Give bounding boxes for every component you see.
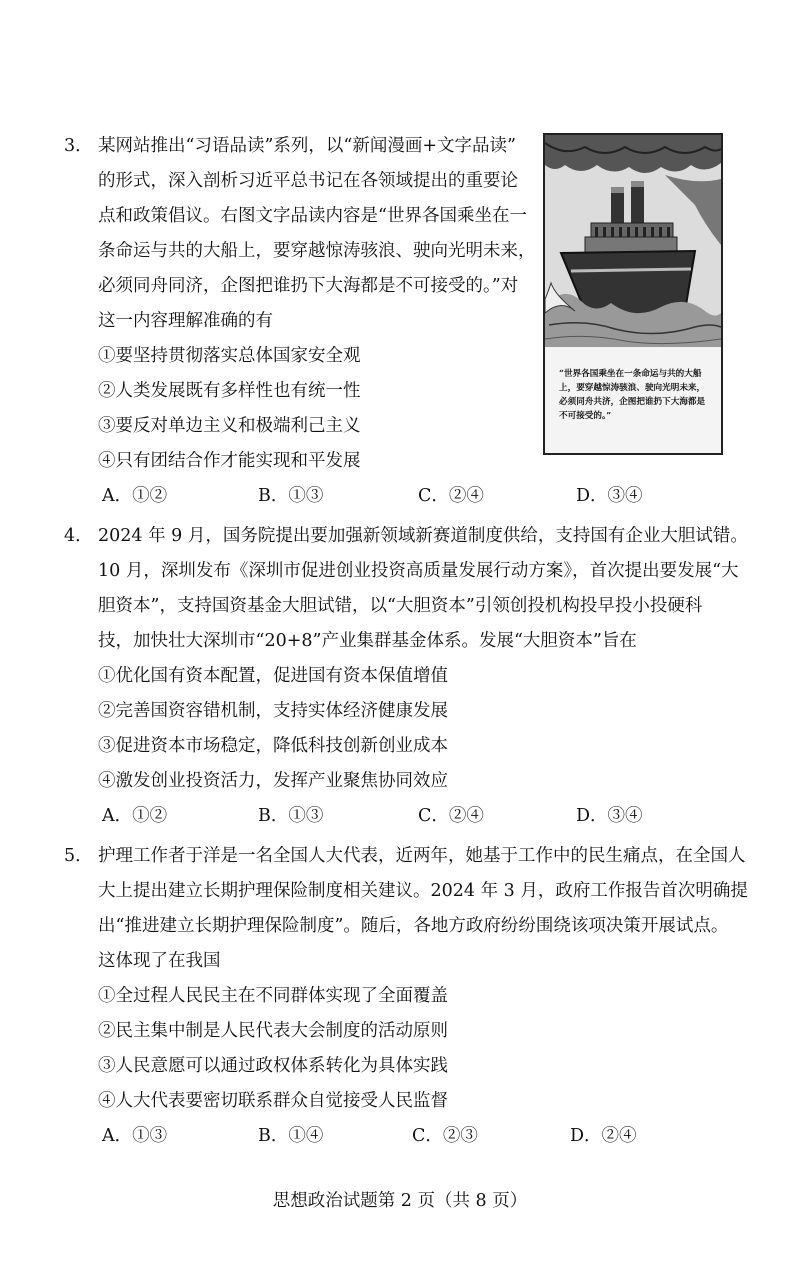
statement-1: ①全过程人民民主在不同群体实现了全面覆盖 [98, 986, 448, 1006]
question-stem-line: 这体现了在我国 [98, 951, 221, 971]
question-stem-line: 的形式，深入剖析习近平总书记在各领域提出的重要论 [98, 171, 518, 191]
question-stem-line: 某网站推出“习语品读”系列，以“新闻漫画+文字品读” [98, 136, 516, 156]
statement-3: ③要反对单边主义和极端利己主义 [98, 416, 361, 436]
question-stem-line: 技，加快壮大深圳市“20+8”产业集群基金体系。发展“大胆资本”旨在 [98, 631, 637, 651]
question-stem-line: 护理工作者于洋是一名全国人大代表，近两年，她基于工作中的民生痛点，在全国人 [98, 846, 746, 866]
question-number: 5． [64, 846, 93, 866]
answer-options [64, 799, 744, 834]
option-d[interactable]: D．②④ [570, 1126, 637, 1146]
question-stem-line: 胆资本”，支持国资基金大胆试错，以“大胆资本”引领创投机构投早投小投硬科 [98, 596, 703, 616]
question-number: 4． [64, 526, 93, 546]
statement-2: ②完善国资容错机制，支持实体经济健康发展 [98, 701, 448, 721]
statement-3: ③人民意愿可以通过政权体系转化为具体实践 [98, 1056, 448, 1076]
question-stem-line: 这一内容理解准确的有 [98, 311, 273, 331]
option-d[interactable]: D．③④ [576, 486, 643, 506]
question-stem-line: 2024 年 9 月，国务院提出要加强新领域新赛道制度供给，支持国有企业大胆试错。 [98, 526, 748, 546]
statement-4: ④人大代表要密切联系群众自觉接受人民监督 [98, 1091, 448, 1111]
question-stem-line: 必须同舟同济，企图把谁扔下大海都是不可接受的。”对 [98, 276, 519, 296]
statement-1: ①要坚持贯彻落实总体国家安全观 [98, 346, 361, 366]
question-number: 3． [64, 136, 93, 156]
answer-options [64, 1119, 744, 1154]
page-footer: 思想政治试题第 2 页（共 8 页） [272, 1191, 528, 1211]
question-5 [64, 839, 748, 1154]
statement-2: ②人类发展既有多样性也有统一性 [98, 381, 361, 401]
option-b[interactable]: B．①③ [258, 806, 324, 826]
option-a[interactable]: A．①③ [102, 1126, 168, 1146]
question-stem-line: 条命运与共的大船上，要穿越惊涛骇浪、驶向光明未来， [98, 241, 536, 261]
cartoon-caption: “世界各国乘坐在一条命运与共的大船上，要穿越惊涛骇浪、驶向光明未来，必须同舟共济，企图把谁扔下大海都是不可接受的。” [559, 369, 706, 421]
option-b[interactable]: B．①③ [258, 486, 324, 506]
question-stem-line: 点和政策倡议。右图文字品读内容是“世界各国乘坐在一 [98, 206, 527, 226]
statement-3: ③促进资本市场稳定，降低科技创新创业成本 [98, 736, 448, 756]
option-c[interactable]: C．②④ [418, 486, 484, 506]
question-stem-line: 出“推进建立长期护理保险制度”。随后，各地方政府纷纷围绕该项决策开展试点。 [98, 916, 729, 936]
option-a[interactable]: A．①② [102, 806, 168, 826]
option-d[interactable]: D．③④ [576, 806, 643, 826]
option-c[interactable]: C．②③ [412, 1126, 478, 1146]
statement-1: ①优化国有资本配置，促进国有资本保值增值 [98, 666, 448, 686]
question-stem-line: 大上提出建立长期护理保险制度相关建议。2024 年 3 月，政府工作报告首次明确提 [98, 881, 748, 901]
option-a[interactable]: A．①② [102, 486, 168, 506]
option-b[interactable]: B．①④ [258, 1126, 324, 1146]
statement-4: ④激发创业投资活力，发挥产业聚焦协同效应 [98, 771, 448, 791]
statement-2: ②民主集中制是人民代表大会制度的活动原则 [98, 1021, 448, 1041]
question-4 [64, 519, 748, 834]
statement-4: ④只有团结合作才能实现和平发展 [98, 451, 361, 471]
question-stem-line: 10 月，深圳发布《深圳市促进创业投资高质量发展行动方案》，首次提出要发展“大 [98, 561, 739, 581]
answer-options [64, 479, 744, 514]
option-c[interactable]: C．②④ [418, 806, 484, 826]
news-cartoon [543, 133, 723, 455]
